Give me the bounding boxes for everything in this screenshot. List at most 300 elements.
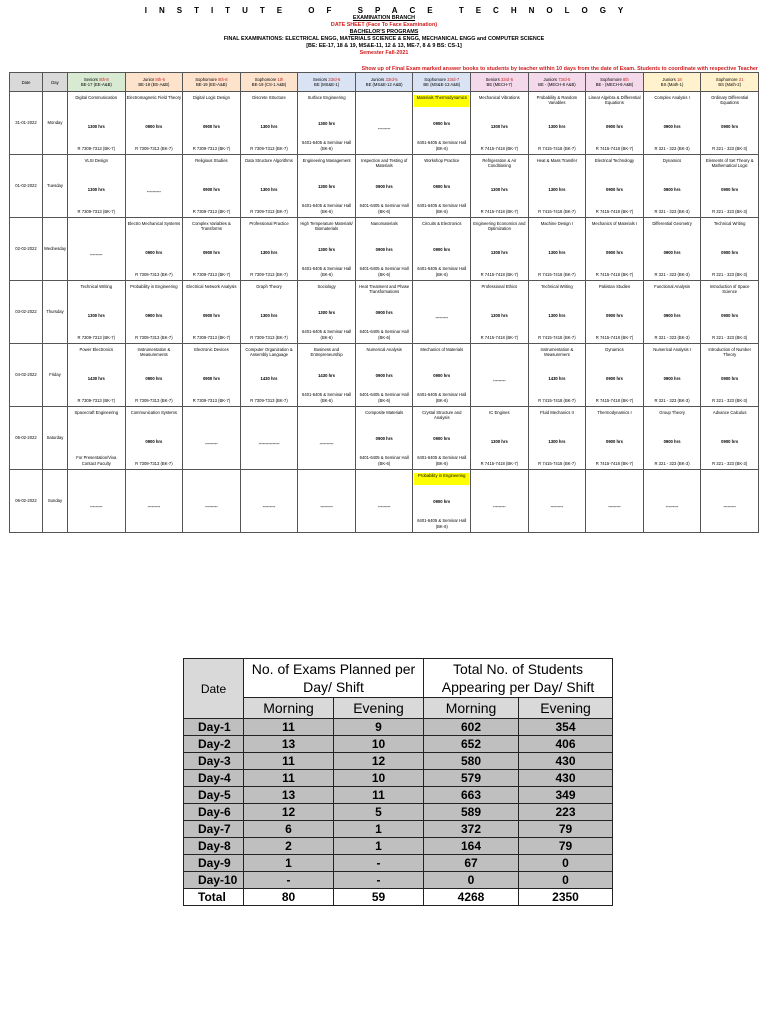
exam-venue: R 7415-7418 (BK-7) [538, 208, 576, 214]
exam-cell-content [587, 156, 642, 216]
exam-cell-content [357, 156, 412, 216]
exam-cell-content [357, 219, 412, 279]
exam-cell [528, 155, 586, 218]
batch-code: 33rd-5 [385, 77, 398, 82]
batch-column-header [701, 73, 759, 92]
students-morning-value: 652 [424, 736, 519, 753]
exams-evening-value: 10 [334, 736, 424, 753]
batch-column-header [413, 73, 471, 92]
batch-code: 8th-8 [218, 77, 228, 82]
exam-venue: R 321 - 323 (BK-3) [712, 397, 748, 403]
exam-time: 1300 hrs [87, 123, 105, 129]
exam-subject: Engineering Management [302, 158, 351, 163]
exams-morning-value: 11 [244, 753, 334, 770]
exam-venue: R 7415-7418 (BK-7) [480, 145, 519, 151]
exam-time: 0900 hrs [663, 249, 681, 255]
exam-time: --------- [665, 504, 679, 510]
batch-department: BE - (MECH-8 A&B) [538, 82, 576, 87]
summary-day: Day-2 [184, 736, 244, 753]
exam-cell [68, 344, 126, 407]
students-morning-value: 164 [424, 838, 519, 855]
exam-cell-content [242, 471, 297, 531]
exam-venue: R 321 - 323 (BK-3) [712, 460, 748, 466]
exam-cell [586, 92, 644, 155]
exam-time: 1300 hrs [318, 309, 336, 315]
students-evening-value: 79 [519, 838, 613, 855]
exam-venue: R 321 - 323 (BK-3) [654, 460, 690, 466]
exam-venue: R 7309-7313 (BK-7) [135, 145, 173, 151]
exam-venue: R 7309-7313 (BK-7) [192, 145, 231, 151]
exam-time: --------- [320, 504, 333, 510]
schedule-body [10, 92, 759, 533]
exam-time: --------- [723, 504, 736, 510]
exam-cell-content [184, 471, 239, 531]
exam-time: 1300 hrs [548, 249, 566, 255]
exam-venue: 6401-6405 & Seminar Hall (BK-6) [417, 392, 467, 403]
exam-venue: R 7415-7418 (BK-7) [595, 271, 634, 277]
exam-venue: R 7309-7313 (BK-7) [192, 334, 231, 340]
exam-venue: R 7309-7313 (BK-7) [77, 145, 116, 151]
exams-morning-value: 2 [244, 838, 334, 855]
exam-subject: Professional Ethics [481, 284, 518, 289]
exam-venue: R 7309-7313 (BK-7) [135, 271, 173, 277]
exam-subject [645, 473, 700, 485]
exam-cell-content [702, 345, 757, 405]
batch-code: 73rd-5 [558, 77, 571, 82]
exam-cell-content [127, 219, 182, 279]
exams-evening-value: 12 [334, 753, 424, 770]
exam-time: 0900 hrs [721, 312, 739, 318]
exam-time: 0900 hrs [202, 123, 220, 129]
batch-category-label: Juniors [543, 77, 558, 82]
summary-day: Day-10 [184, 872, 244, 889]
exam-subject: Engineering Economics and Optimization [473, 221, 526, 232]
exam-cell [413, 92, 471, 155]
exam-date: 05-02-2022 [10, 407, 43, 470]
exam-time: --------- [435, 315, 449, 321]
students-evening-value: 406 [519, 736, 613, 753]
exam-venue: R 321 - 323 (BK-3) [654, 145, 690, 151]
exam-subject: Surface Engineering [307, 95, 346, 100]
batch-department: BE - (MECH-9 A&B) [595, 82, 634, 87]
exam-subject: Numerical Analysis I [653, 347, 691, 352]
exam-venue: 6401-6405 & Seminar Hall (BK-6) [302, 392, 352, 403]
exam-subject: Dynamics [605, 347, 624, 352]
summary-table [183, 658, 613, 906]
exam-subject [414, 284, 469, 296]
exam-subject: Electrical Technology [594, 158, 635, 163]
exam-venue: For Presentation/Viva Contact Faculty [76, 455, 117, 466]
exam-venue: 6401-6405 & Seminar Hall (BK-6) [417, 518, 467, 529]
exam-cell [240, 470, 298, 533]
exam-time: 0900 hrs [663, 186, 681, 192]
exam-venue: R 7309-7313 (BK-7) [250, 271, 288, 277]
exam-cell-content [702, 408, 757, 468]
exam-venue: 6401-6405 & Seminar Hall (BK-6) [359, 203, 409, 214]
exam-cell [240, 218, 298, 281]
exam-subject: Heat & Mass Transfer [536, 158, 578, 163]
exam-cell-content [587, 219, 642, 279]
exam-subject: Computer Organization & Assembly Language [245, 347, 293, 358]
exam-cell-content [530, 408, 585, 468]
exam-time: 0900 hrs [605, 375, 623, 381]
exams-evening-value: 5 [334, 804, 424, 821]
exam-subject: Differential Geometry [652, 221, 692, 226]
exam-subject: Circuits & Electronics [421, 221, 462, 226]
exam-cell [355, 407, 413, 470]
exam-venue: R 7309-7313 (BK-7) [77, 397, 116, 403]
exam-cell [701, 281, 759, 344]
exams-evening-value: - [334, 855, 424, 872]
exam-time: ---------- [319, 441, 334, 447]
students-morning-value: 589 [424, 804, 519, 821]
exam-cell [355, 155, 413, 218]
exam-venue: R 7309-7313 (BK-7) [77, 208, 116, 214]
exam-venue: R 7309-7313 (BK-7) [250, 208, 288, 214]
exam-venue: 6401-6405 & Seminar Hall (BK-6) [302, 329, 352, 340]
exam-time: 0900 hrs [433, 435, 451, 441]
exam-cell-content [184, 156, 239, 216]
exam-subject [472, 473, 527, 485]
summary-date-header: Date [184, 659, 244, 719]
students-morning-value: 579 [424, 770, 519, 787]
students-morning-value: 663 [424, 787, 519, 804]
exam-time: 1300 hrs [490, 123, 508, 129]
students-evening-value: 79 [519, 821, 613, 838]
exam-time: 0900 hrs [145, 249, 163, 255]
exam-cell-content [69, 219, 124, 279]
exam-cell [528, 470, 586, 533]
exam-cell-content [299, 219, 354, 279]
exam-time: 0900 hrs [605, 249, 623, 255]
exam-time: 0900 hrs [605, 186, 623, 192]
exam-cell [183, 470, 241, 533]
batch-department: BE (MS&E-13 A&B) [423, 82, 461, 87]
exams-morning-value: 1 [244, 855, 334, 872]
schedule-row [10, 344, 759, 407]
exam-cell-content [414, 156, 469, 216]
batch-column-header [298, 73, 356, 92]
students-evening-value: 430 [519, 753, 613, 770]
exam-cell [68, 470, 126, 533]
exam-subject: Heat Treatment and Phase Transformations [359, 284, 410, 295]
exam-subject: Communication Systems [130, 410, 178, 415]
exam-time: 0900 hrs [433, 372, 451, 378]
exam-venue: R 7415-7418 (BK-7) [595, 145, 634, 151]
exam-cell [413, 344, 471, 407]
batch-category-label: Juniors [370, 77, 385, 82]
exam-subject [530, 473, 585, 485]
exam-time: 1300 hrs [318, 120, 336, 126]
exam-subject: Ordinary Differential Equations [711, 95, 749, 106]
exam-venue: R 7309-7313 (BK-7) [192, 208, 231, 214]
exam-time: 0900 hrs [721, 438, 739, 444]
exam-subject: Advance Calculus [712, 410, 747, 415]
exam-cell [586, 470, 644, 533]
exam-subject: Mechanics of Materials I [591, 221, 638, 226]
exam-date: 01-02-2022 [10, 155, 43, 218]
exam-cell [183, 344, 241, 407]
exam-subject [299, 410, 354, 422]
exam-day: Saturday [43, 407, 68, 470]
exam-time: --------- [377, 126, 391, 132]
exam-subject: Elements of Set Theory & Mathematical Logic [705, 158, 754, 169]
exam-subject: Fluid Mechanics II [540, 410, 574, 415]
exam-cell [355, 470, 413, 533]
exam-venue: R 7415-7418 (BK-7) [595, 397, 634, 403]
exam-cell [355, 92, 413, 155]
exam-cell [183, 92, 241, 155]
batch-column-header [528, 73, 586, 92]
batch-code: 33rd-5 [500, 77, 514, 82]
schedule-row [10, 281, 759, 344]
exam-subject [357, 473, 412, 485]
exam-subject [242, 410, 297, 422]
exam-cell [701, 470, 759, 533]
exam-venue: R 7415-7418 (BK-7) [538, 460, 576, 466]
exam-cell-content [299, 471, 354, 531]
exam-cell-content [414, 345, 469, 405]
exam-subject: Electromagnetic Field Theory [126, 95, 182, 100]
document-header [0, 6, 768, 57]
exam-subject: Refrigeration & Air Conditioning [482, 158, 517, 169]
schedule-row [10, 470, 759, 533]
exam-cell-content [184, 93, 239, 153]
exam-cell-content [299, 282, 354, 342]
exam-venue: R 7415-7418 (BK-7) [538, 334, 576, 340]
exam-cell [528, 344, 586, 407]
students-evening-value: 354 [519, 719, 613, 736]
exam-time: --------- [147, 504, 161, 510]
batch-column-header [183, 73, 241, 92]
batch-column-header [355, 73, 413, 92]
exam-time: 0900 hrs [202, 375, 220, 381]
exam-cell [528, 407, 586, 470]
exam-subject [127, 473, 182, 485]
exam-subject: Technical Writing [80, 284, 113, 289]
institute-name: INSTITUTE OF SPACE TECHNOLOGY [144, 6, 636, 15]
exam-cell-content [69, 282, 124, 342]
summary-row [184, 804, 613, 821]
summary-row [184, 770, 613, 787]
exam-time: --------- [90, 504, 103, 510]
exam-time: 0900 hrs [145, 123, 163, 129]
exam-venue: R 7309-7313 (BK-7) [250, 145, 288, 151]
batch-code: 21 [738, 77, 744, 82]
exam-venue: 6401-6405 & Seminar Hall (BK-6) [302, 140, 352, 151]
exam-cell-content [357, 282, 412, 342]
exam-time: --------- [205, 504, 218, 510]
exam-cell-content [69, 471, 124, 531]
students-evening-value: 0 [519, 872, 613, 889]
exam-time: 0900 hrs [663, 375, 681, 381]
exams-evening-value: 10 [334, 770, 424, 787]
exam-cell [586, 281, 644, 344]
exam-cell-content [530, 93, 585, 153]
schedule-row [10, 155, 759, 218]
exam-cell [643, 281, 701, 344]
exam-subject: Introduction of Space Science [709, 284, 750, 295]
exam-cell [240, 155, 298, 218]
exam-time: 1300 hrs [318, 246, 336, 252]
exam-subject: Electrical Network Analysis [186, 284, 237, 289]
exam-cell [125, 218, 183, 281]
exam-cell [471, 344, 529, 407]
exam-venue: R 7415-7418 (BK-7) [480, 271, 519, 277]
exam-subject: Business and Entrepreneurship [310, 347, 343, 358]
batch-department: BE-18 (EE-A&B) [138, 82, 170, 87]
students-morning-value: 67 [424, 855, 519, 872]
exam-cell [643, 344, 701, 407]
exam-cell-content [242, 156, 297, 216]
exam-subject: Introduction of Number Theory [708, 347, 751, 358]
exam-cell [643, 218, 701, 281]
exam-cell [701, 218, 759, 281]
exam-venue: 6401-6405 & Seminar Hall (BK-6) [302, 266, 352, 277]
exam-cell-content [530, 471, 585, 531]
exam-time: 1300 hrs [548, 186, 566, 192]
exam-cell-content [127, 93, 182, 153]
exam-time: 0900 hrs [663, 123, 681, 129]
exam-cell-content [645, 219, 700, 279]
exam-cell [298, 470, 356, 533]
summary-day: Day-5 [184, 787, 244, 804]
exam-time: 0900 hrs [721, 186, 739, 192]
exam-subject [69, 473, 124, 485]
exam-cell [643, 155, 701, 218]
students-evening-value: 2350 [519, 889, 613, 906]
exams-morning-value: 11 [244, 770, 334, 787]
branch-title: EXAMINATION BRANCH [352, 15, 416, 21]
exam-day: Friday [43, 344, 68, 407]
exam-cell [586, 407, 644, 470]
final-exams-line: FINAL EXAMINATIONS: ELECTRICAL ENGG, MATERIALS SCIENCE & ENGG, MECHANICAL ENGG and COMPUTER SCIENCE [223, 36, 545, 42]
exam-cell-content [645, 408, 700, 468]
exam-subject: Pakistan Studies [598, 284, 631, 289]
date-column-header: Date [10, 73, 43, 92]
batch-code: 33rd-6 [328, 77, 341, 82]
exam-cell-content [242, 408, 297, 468]
exam-cell-content [357, 93, 412, 153]
exam-cell [298, 218, 356, 281]
exam-subject: Power Electronics [79, 347, 114, 352]
exam-time: 1300 hrs [260, 249, 278, 255]
batch-code: 18 [677, 77, 682, 82]
exam-date: 31-01-2022 [10, 92, 43, 155]
exam-time: 0900 hrs [721, 123, 739, 129]
exam-time: 1430 hrs [318, 372, 336, 378]
exam-cell [701, 92, 759, 155]
exam-cell [183, 218, 241, 281]
exam-cell-content [472, 345, 527, 405]
exam-time: --------- [377, 504, 391, 510]
exam-subject: Graph Theory [256, 284, 282, 289]
summary-row [184, 719, 613, 736]
exam-time: 0900 hrs [202, 186, 220, 192]
exams-morning-value: 6 [244, 821, 334, 838]
exam-cell-content [299, 93, 354, 153]
exam-subject: Complex Variables & Transforms [192, 221, 231, 232]
exam-cell-content [299, 408, 354, 468]
exam-time: 0900 hrs [433, 120, 451, 126]
exam-date: 03-02-2022 [10, 281, 43, 344]
exam-cell [643, 407, 701, 470]
exam-cell-content [184, 408, 239, 468]
exam-time: --------- [608, 504, 621, 510]
exam-cell-content [645, 156, 700, 216]
exam-time: --------- [205, 441, 218, 447]
students-evening-value: 349 [519, 787, 613, 804]
exam-subject: Composite Materials [365, 410, 404, 415]
exam-time: 0900 hrs [145, 438, 163, 444]
exam-subject: Crystal Structure and Analysis [422, 410, 462, 421]
summary-row [184, 838, 613, 855]
schedule-row [10, 92, 759, 155]
exam-cell [68, 218, 126, 281]
exam-day: Wednesday [43, 218, 68, 281]
exam-subject: Mechanics of Materials [420, 347, 464, 352]
exam-time: 1300 hrs [548, 312, 566, 318]
exam-cell [643, 92, 701, 155]
exam-venue: R 7309-7313 (BK-7) [77, 334, 116, 340]
exam-cell-content [702, 156, 757, 216]
exam-time: ---------- [146, 189, 161, 195]
exam-cell [528, 281, 586, 344]
exam-subject [299, 473, 354, 485]
exam-cell-content [587, 408, 642, 468]
batch-column-header [68, 73, 126, 92]
exam-venue: R 7415-7418 (BK-7) [480, 460, 519, 466]
exam-subject [69, 221, 124, 233]
date-sheet-table [9, 72, 759, 533]
batch-department: BE (MS&E-1) [314, 82, 340, 87]
batch-category-label: Sophomore [424, 77, 446, 82]
exam-time: 0900 hrs [605, 312, 623, 318]
exam-subject: Machine Design I [540, 221, 574, 226]
exam-cell-content [702, 219, 757, 279]
students-morning-value: 372 [424, 821, 519, 838]
batch-code: 8th-8 [99, 77, 109, 82]
batch-category-label: Sophomore [600, 77, 622, 82]
exam-time: 0900 hrs [721, 375, 739, 381]
exam-cell [298, 92, 356, 155]
exam-venue: R 321 - 323 (BK-3) [654, 208, 690, 214]
exam-time: 1430 hrs [260, 375, 278, 381]
summary-row [184, 872, 613, 889]
exam-time: --------------- [258, 441, 280, 447]
exam-cell-content [530, 282, 585, 342]
exam-cell-content [127, 156, 182, 216]
exam-cell [528, 92, 586, 155]
batch-category-label: Sophomore [715, 77, 738, 82]
exam-cell-content [645, 93, 700, 153]
exam-cell-content [69, 408, 124, 468]
batch-department: BE (MS&E-12 A&B) [365, 82, 403, 87]
exams-evening-value: 11 [334, 787, 424, 804]
exam-venue: R 321 - 323 (BK-3) [712, 208, 748, 214]
exam-cell-content [127, 471, 182, 531]
exam-subject [184, 410, 239, 422]
exam-time: 0900 hrs [605, 438, 623, 444]
exam-cell-content [242, 345, 297, 405]
program-title: BACHELOR'S PROGRAMS [349, 29, 419, 35]
exam-cell [471, 407, 529, 470]
exam-cell [125, 470, 183, 533]
exam-cell [240, 281, 298, 344]
exam-cell-content [414, 408, 469, 468]
exam-cell-content [414, 282, 469, 342]
exam-cell-content [472, 282, 527, 342]
